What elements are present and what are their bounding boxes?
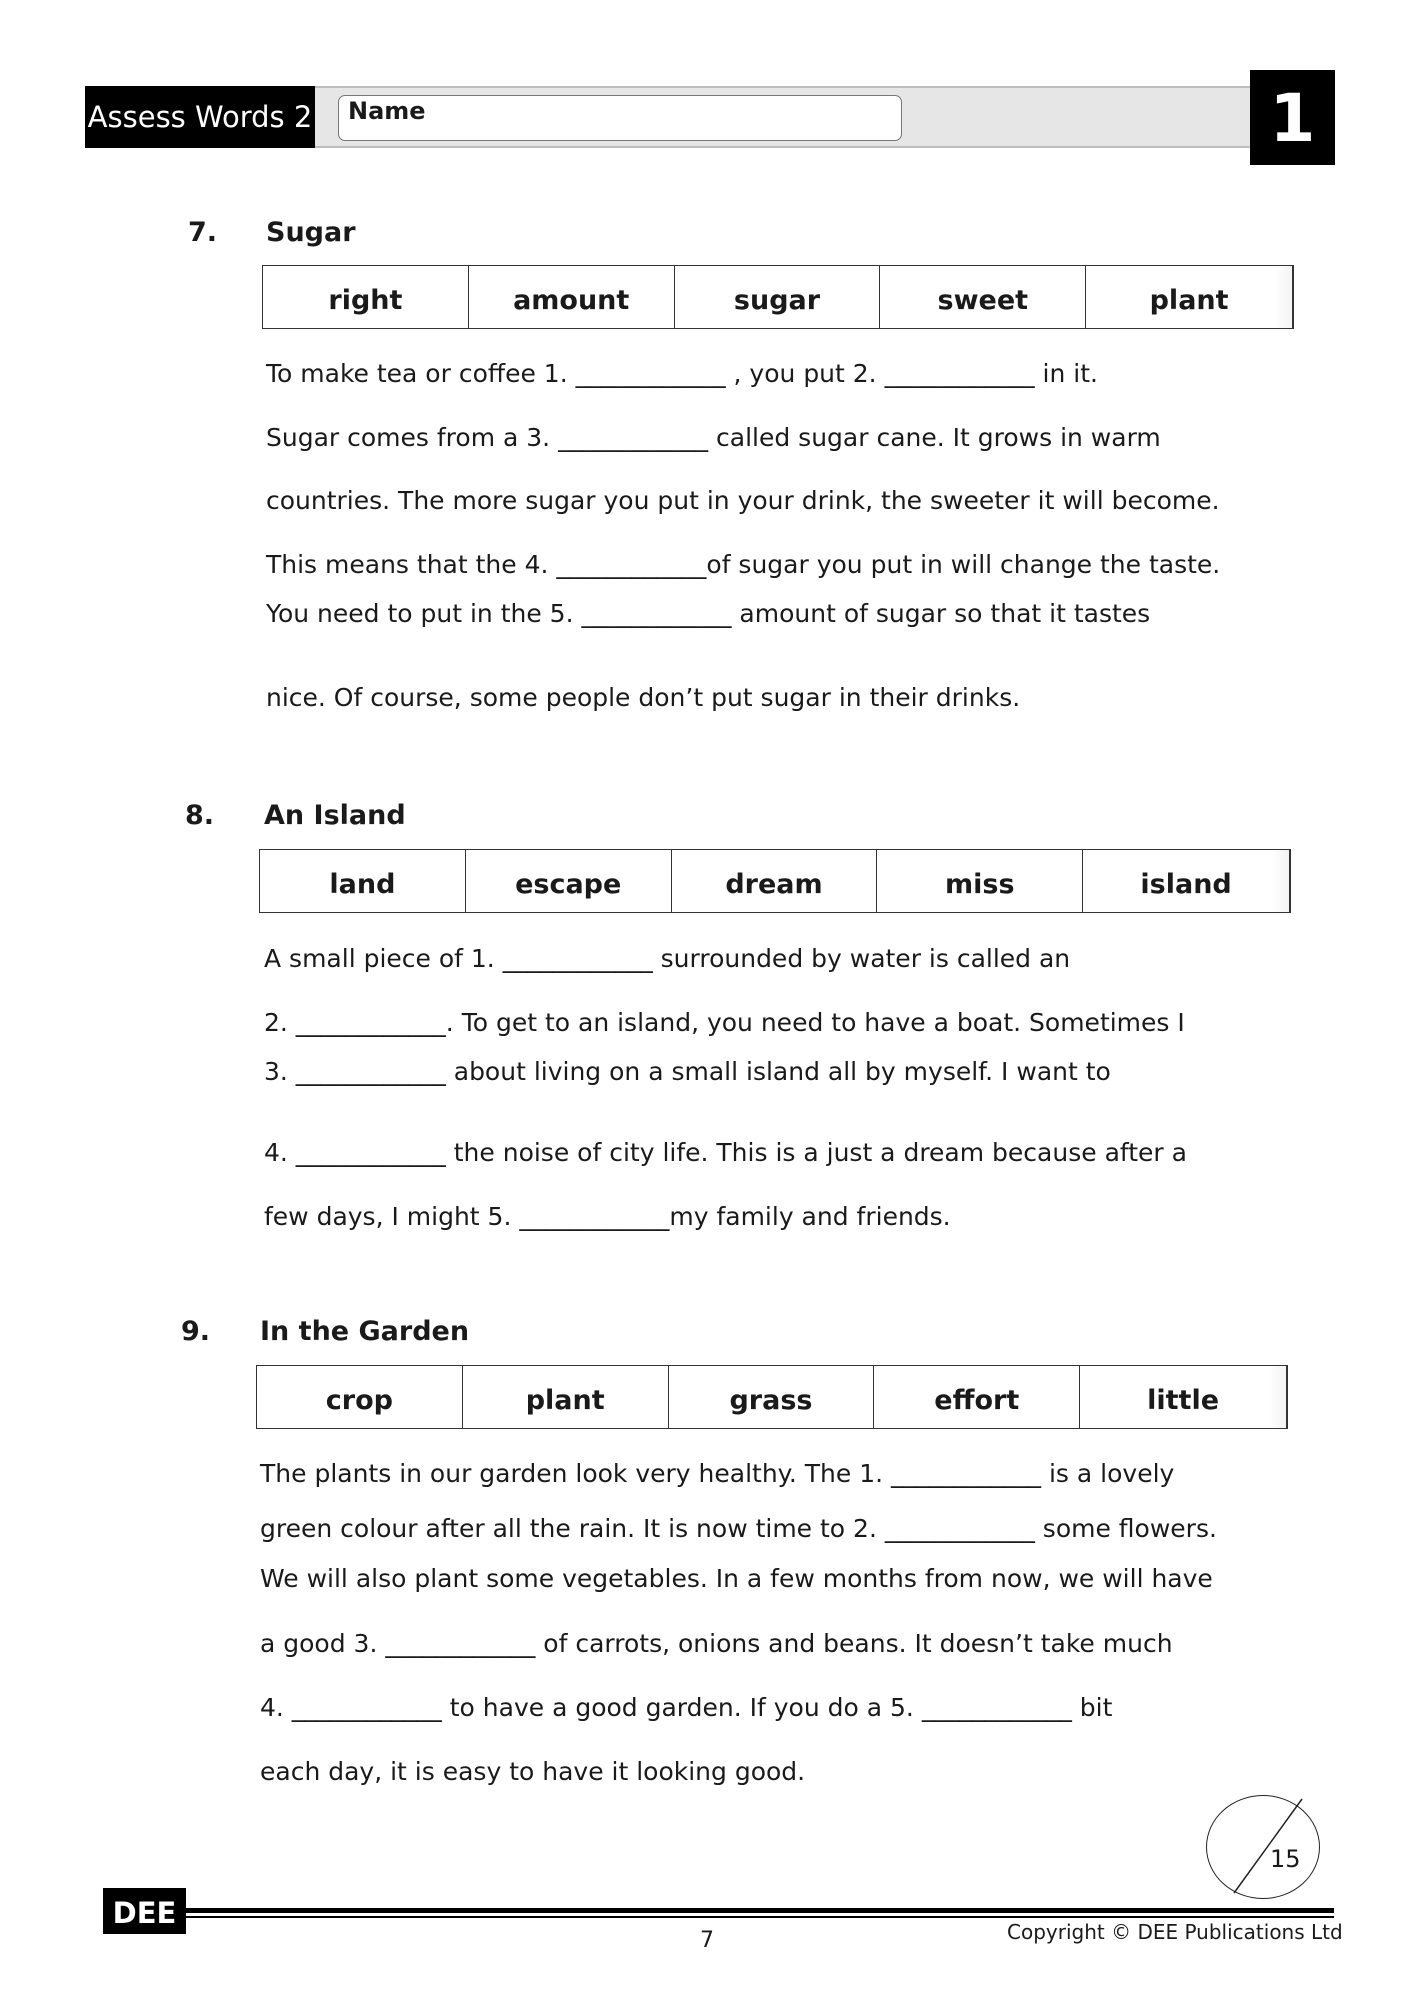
word-bank-cell: sweet (880, 266, 1086, 328)
word-bank-cell: plant (1086, 266, 1292, 328)
passage-line: green colour after all the rain. It is now time to 2. ____________ some flowers. (260, 1514, 1217, 1543)
section-number: 8. (185, 800, 215, 831)
word-bank-cell: grass (669, 1366, 875, 1428)
passage-line: The plants in our garden look very healthy. The 1. ____________ is a lovely (260, 1459, 1175, 1488)
passage-line: 4. ____________ the noise of city life. This is a just a dream because after a (264, 1138, 1187, 1167)
passage-line: few days, I might 5. ____________my family and friends. (264, 1202, 951, 1231)
word-bank-cell: effort (874, 1366, 1080, 1428)
section-title: An Island (264, 800, 406, 831)
score-slash (1206, 1795, 1320, 1899)
section-number: 9. (181, 1316, 211, 1347)
word-bank (262, 265, 1292, 329)
worksheet-label: Assess Words 2 (85, 86, 315, 148)
unit-number-badge: 1 (1250, 70, 1335, 165)
word-bank-cell: dream (672, 850, 878, 912)
copyright-text: Copyright © DEE Publications Ltd (1007, 1920, 1343, 1944)
passage-line: Sugar comes from a 3. ____________ called sugar cane. It grows in warm (266, 423, 1161, 452)
word-bank-cell: little (1080, 1366, 1286, 1428)
passage-line: 4. ____________ to have a good garden. If you do a 5. ____________ bit (260, 1693, 1113, 1722)
word-bank-cell: island (1083, 850, 1289, 912)
page-number: 7 (700, 1928, 714, 1953)
passage-line: nice. Of course, some people don’t put sugar in their drinks. (266, 683, 1021, 712)
section-title: In the Garden (260, 1316, 470, 1347)
footer-rule (186, 1908, 1334, 1913)
word-bank-cell: miss (877, 850, 1083, 912)
word-bank-cell: amount (469, 266, 675, 328)
passage-line: We will also plant some vegetables. In a few months from now, we will have (260, 1564, 1213, 1593)
word-bank-edge (1289, 849, 1291, 913)
word-bank-cell: land (260, 850, 466, 912)
word-bank-cell: sugar (675, 266, 881, 328)
passage-line: 2. ____________. To get to an island, you need to have a boat. Sometimes I (264, 1008, 1185, 1037)
word-bank-cell: right (263, 266, 469, 328)
word-bank (256, 1365, 1286, 1429)
word-bank-cell: escape (466, 850, 672, 912)
name-label: Name (348, 97, 426, 125)
passage-line: You need to put in the 5. ____________ amount of sugar so that it tastes (266, 599, 1151, 628)
word-bank-edge (1292, 265, 1294, 329)
passage-line: This means that the 4. ____________of sugar you put in will change the taste. (266, 550, 1221, 579)
dee-logo: DEE (103, 1888, 186, 1934)
passage-line: a good 3. ____________ of carrots, onions and beans. It doesn’t take much (260, 1629, 1173, 1658)
passage-line: A small piece of 1. ____________ surrounded by water is called an (264, 944, 1071, 973)
passage-line: 3. ____________ about living on a small island all by myself. I want to (264, 1057, 1111, 1086)
passage-line: countries. The more sugar you put in your drink, the sweeter it will become. (266, 486, 1220, 515)
section-title: Sugar (266, 217, 356, 248)
word-bank-cell: plant (463, 1366, 669, 1428)
word-bank-cell: crop (257, 1366, 463, 1428)
word-bank-edge (1286, 1365, 1288, 1429)
score-total: 15 (1270, 1845, 1301, 1873)
passage-line: each day, it is easy to have it looking good. (260, 1757, 806, 1786)
footer-rule-thin (186, 1916, 1334, 1918)
passage-line: To make tea or coffee 1. ____________ , you put 2. ____________ in it. (266, 359, 1098, 388)
word-bank (259, 849, 1289, 913)
section-number: 7. (188, 217, 218, 248)
